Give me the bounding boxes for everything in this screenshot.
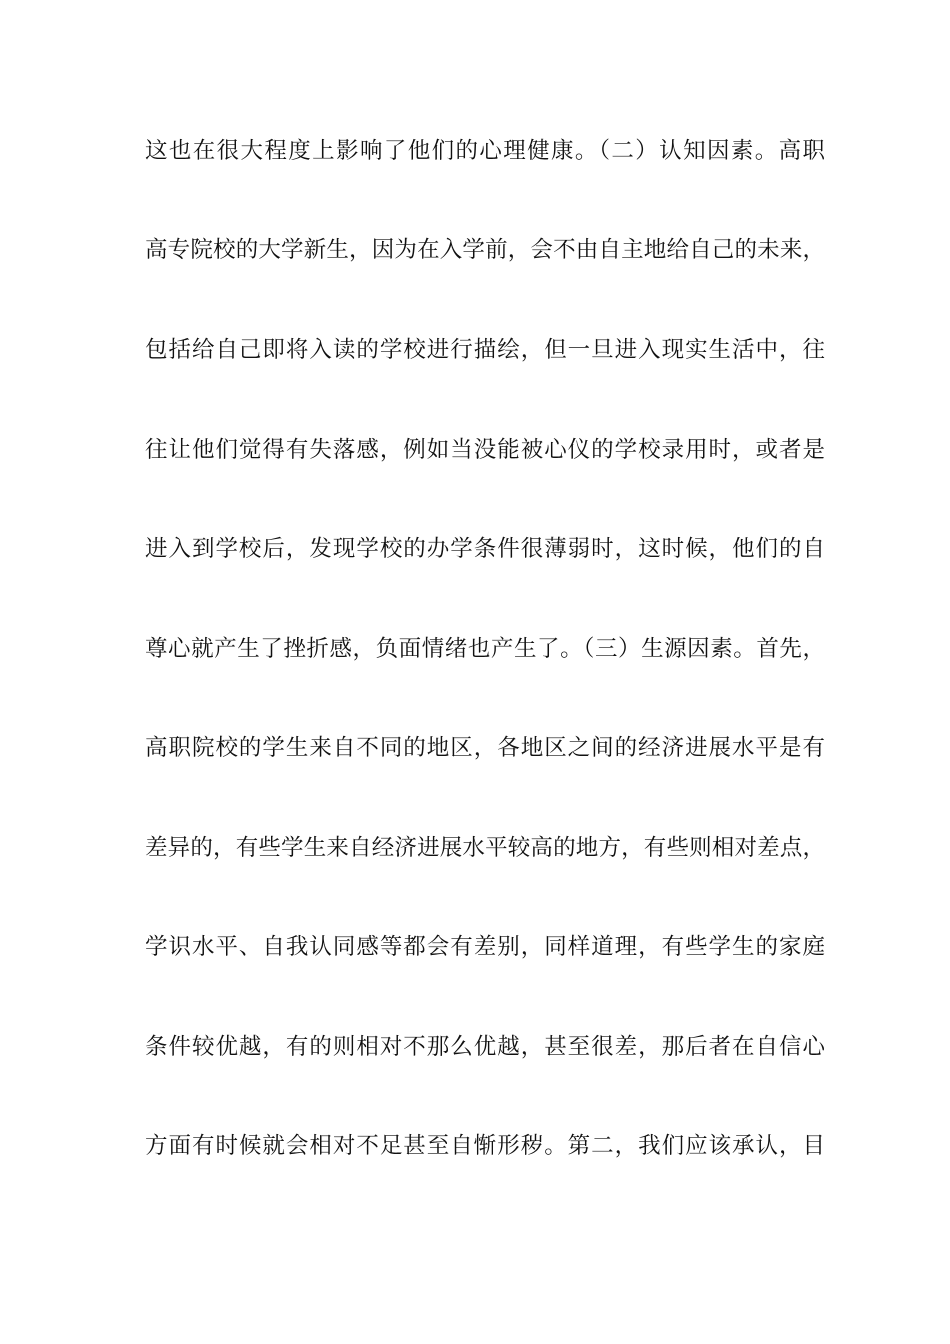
- body-text-line: 高职院校的学生来自不同的地区，各地区之间的经济进展水平是有: [145, 735, 825, 761]
- body-text-line: 包括给自己即将入读的学校进行描绘，但一旦进入现实生活中，往: [145, 337, 825, 363]
- body-text-line: 方面有时候就会相对不足甚至自惭形秽。第二，我们应该承认，目: [145, 1133, 825, 1159]
- body-text-line: 这也在很大程度上影响了他们的心理健康。（二）认知因素。高职: [145, 138, 825, 164]
- body-text-line: 尊心就产生了挫折感，负面情绪也产生了。（三）生源因素。首先，: [145, 636, 825, 662]
- body-text-line: 条件较优越，有的则相对不那么优越，甚至很差，那后者在自信心: [145, 1034, 825, 1060]
- body-text-line: 学识水平、自我认同感等都会有差别，同样道理，有些学生的家庭: [145, 934, 825, 960]
- body-text-line: 往让他们觉得有失落感，例如当没能被心仪的学校录用时，或者是: [145, 437, 825, 463]
- body-text-line: 进入到学校后，发现学校的办学条件很薄弱时，这时候，他们的自: [145, 536, 825, 562]
- body-text-line: 高专院校的大学新生，因为在入学前，会不由自主地给自己的未来，: [145, 237, 825, 263]
- body-text-line: 差异的，有些学生来自经济进展水平较高的地方，有些则相对差点，: [145, 835, 825, 861]
